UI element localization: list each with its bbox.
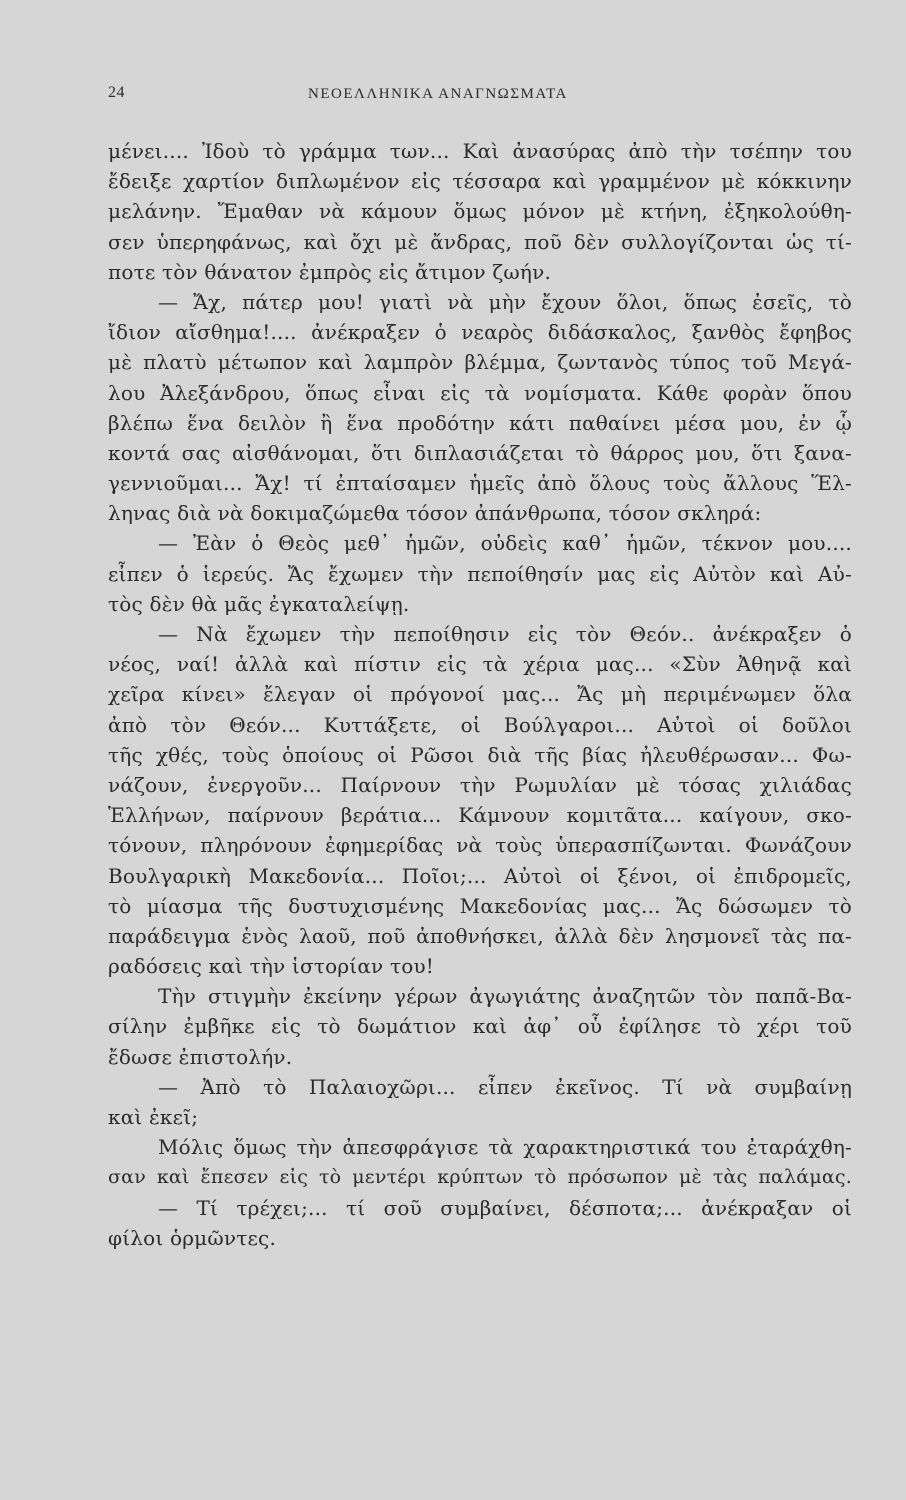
- text-line: νέος, ναί! ἀλλὰ καὶ πίστιν εἰς τὰ χέρια μας... «Σὺν Ἀθηνᾷ καὶ: [108, 652, 852, 677]
- text-line: παράδειγμα ἑνὸς λαοῦ, ποῦ ἀποθνήσκει, ἀλλὰ δὲν λησμονεῖ τὰς πα-: [108, 923, 852, 948]
- text-line: τῆς χθές, τοὺς ὁποίους οἱ Ρῶσοι διὰ τῆς βίας ἠλευθέρωσαν... Φω-: [108, 742, 852, 767]
- text-line: γεννιοῦμαι... Ἄχ! τί ἐπταίσαμεν ἡμεῖς ἀπὸ ὅλους τοὺς ἄλλους Ἕλ-: [108, 471, 852, 496]
- text-line: σαν καὶ ἔπεσεν εἰς τὸ μεντέρι κρύπτων τὸ πρόσωπον μὲ τὰς παλάμας.: [108, 1166, 852, 1189]
- text-line: μελάνην. Ἔμαθαν νὰ κάμουν ὅμως μόνον μὲ κτήνη, ἐξηκολούθη-: [108, 199, 852, 224]
- text-line: ἔδωσε ἐπιστολήν.: [108, 1044, 293, 1069]
- text-line: ληνας διὰ νὰ δοκιμαζώμεθα τόσον ἀπάνθρωπα, τόσον σκληρά:: [108, 501, 762, 526]
- text-line: ἴδιον αἴσθημα!.... ἀνέκραξεν ὁ νεαρὸς διδάσκαλος, ξανθὸς ἔφηβος: [108, 320, 852, 345]
- text-line: τὸ μίασμα τῆς δυστυχισμένης Μακεδονίας μας... Ἄς δώσωμεν τὸ: [108, 893, 852, 918]
- text-line: σίλην ἐμβῆκε εἰς τὸ δωμάτιον καὶ ἀφ᾽ οὗ ἐφίλησε τὸ χέρι τοῦ: [108, 1014, 852, 1039]
- text-line: εἶπεν ὁ ἱερεύς. Ἄς ἔχωμεν τὴν πεποίθησίν μας εἰς Αὐτὸν καὶ Αὐ-: [108, 561, 852, 586]
- text-line: — Ἐὰν ὁ Θεὸς μεθ᾽ ἡμῶν, οὐδεὶς καθ᾽ ἡμῶν, τέκνον μου....: [158, 531, 852, 556]
- text-line: φίλοι ὁρμῶντες.: [108, 1225, 277, 1250]
- body-text: [108, 136, 852, 1253]
- text-line: κοντά σας αἰσθάνομαι, ὅτι διπλασιάζεται τὸ θάρρος μου, ὅτι ξανα-: [108, 440, 852, 465]
- running-title: ΝΕΟΕΛΛΗΝΙΚΑ ΑΝΑΓΝΩΣΜΑΤΑ: [308, 86, 568, 102]
- text-line: ραδόσεις καὶ τὴν ἱστορίαν του!: [108, 954, 435, 979]
- text-line: — Τί τρέχει;... τί σοῦ συμβαίνει, δέσποτα;... ἀνέκραξαν οἱ: [158, 1195, 852, 1220]
- page-number: 24: [108, 84, 125, 101]
- text-line: — Ἄχ, πάτερ μου! γιατὶ νὰ μὴν ἔχουν ὅλοι, ὅπως ἐσεῖς, τὸ: [158, 289, 852, 314]
- text-line: Βουλγαρικὴ Μακεδονία... Ποῖοι;... Αὐτοὶ οἱ ξένοι, οἱ ἐπιδρομεῖς,: [108, 863, 852, 888]
- text-line: χεῖρα κίνει» ἔλεγαν οἱ πρόγονοί μας... Ἄς μὴ περιμένωμεν ὅλα: [108, 682, 852, 707]
- text-line: Ἑλλήνων, παίρνουν βεράτια... Κάμνουν κομιτᾶτα... καίγουν, σκο-: [108, 803, 852, 828]
- text-line: μὲ πλατὺ μέτωπον καὶ λαμπρὸν βλέμμα, ζωντανὸς τύπος τοῦ Μεγά-: [108, 350, 852, 375]
- text-line: ἔδειξε χαρτίον διπλωμένον εἰς τέσσαρα καὶ γραμμένον μὲ κόκκινην: [108, 169, 852, 194]
- text-line: μένει.... Ἰδοὺ τὸ γράμμα των... Καὶ ἀνασύρας ἀπὸ τὴν τσέπην του: [108, 139, 852, 163]
- text-line: τὸς δὲν θὰ μᾶς ἐγκαταλείψῃ.: [108, 591, 410, 616]
- text-line: βλέπω ἕνα δειλὸν ἢ ἕνα προδότην κάτι παθαίνει μέσα μου, ἐν ᾧ: [108, 410, 852, 435]
- text-line: Τὴν στιγμὴν ἐκείνην γέρων ἀγωγιάτης ἀναζητῶν τὸν παπᾶ-Βα-: [158, 984, 852, 1009]
- text-line: σεν ὑπερηφάνως, καὶ ὄχι μὲ ἄνδρας, ποῦ δὲν συλλογίζονται ὡς τί-: [108, 229, 852, 254]
- text-line: — Ἀπὸ τὸ Παλαιοχῶρι... εἶπεν ἐκεῖνος. Τί νὰ συμβαίνῃ: [158, 1074, 852, 1099]
- text-line: — Νὰ ἔχωμεν τὴν πεποίθησιν εἰς τὸν Θεόν.. ἀνέκραξεν ὁ: [158, 622, 852, 646]
- text-line: ἀπὸ τὸν Θεόν... Κυττάξετε, οἱ Βούλγαροι... Αὐτοὶ οἱ δοῦλοι: [108, 712, 852, 737]
- text-line: νάζουν, ἐνεργοῦν... Παίρνουν τὴν Ρωμυλίαν μὲ τόσας χιλιάδας: [108, 772, 852, 797]
- text-line: τόνουν, πληρόνουν ἐφημερίδας νὰ τοὺς ὑπερασπίζωνται. Φωνάζουν: [108, 833, 852, 858]
- text-line: λου Ἀλεξάνδρου, ὅπως εἶναι εἰς τὰ νομίσματα. Κάθε φορὰν ὅπου: [108, 380, 852, 405]
- text-line: καὶ ἐκεῖ;: [108, 1105, 199, 1129]
- text-line: ποτε τὸν θάνατον ἐμπρὸς εἰς ἄτιμον ζωήν.: [108, 259, 552, 284]
- text-line: Μόλις ὅμως τὴν ἀπεσφράγισε τὰ χαρακτηριστικά του ἐταράχθη-: [158, 1135, 852, 1160]
